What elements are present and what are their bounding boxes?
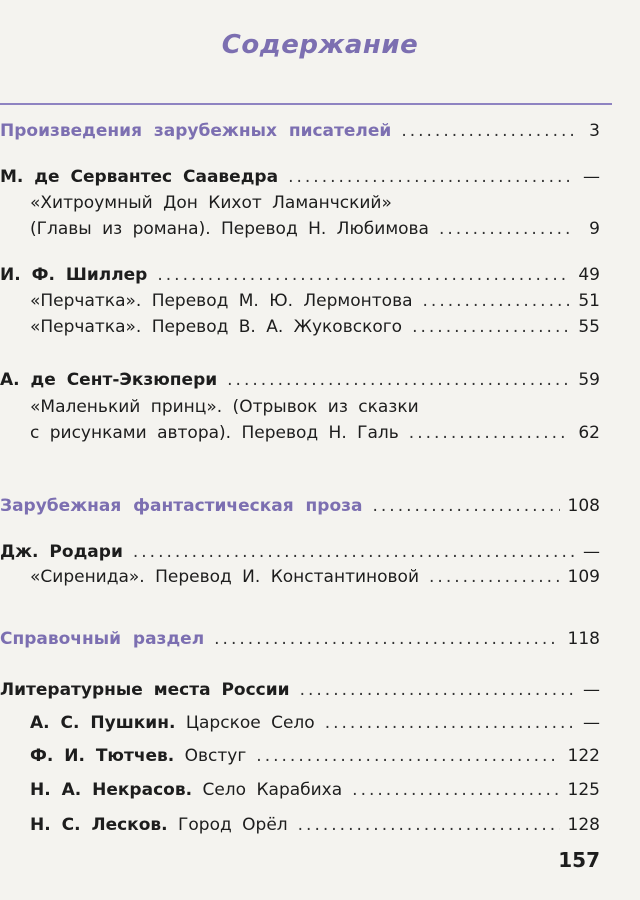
entry-text (30, 712, 315, 734)
entry-page: 51 (578, 291, 600, 311)
toc-author (0, 166, 600, 188)
dot-leader (439, 218, 574, 240)
entry-page: — (583, 713, 600, 733)
entry-text: «Хитроумный Дон Кихот Ламанчский» (30, 193, 392, 213)
place-author: Н. С. Лесков. (30, 815, 168, 835)
place-name: Село Карабиха (202, 780, 343, 800)
page-number: 157 (558, 848, 600, 872)
toc-section (0, 495, 600, 517)
entry-page: 9 (589, 219, 600, 239)
entry-page: 55 (578, 317, 600, 337)
entry-text: Зарубежная фантастическая проза (0, 496, 363, 516)
entry-page: 49 (578, 265, 600, 285)
toc-work (0, 192, 600, 214)
entry-text: И. Ф. Шиллер (0, 265, 148, 285)
entry-text: А. де Сент-Экзюпери (0, 370, 218, 390)
entry-page: 108 (567, 496, 600, 516)
entry-text: М. де Сервантес Сааведра (0, 167, 279, 187)
dot-leader (429, 566, 560, 588)
entry-text: «Перчатка». Перевод М. Ю. Лермонтова (30, 291, 413, 311)
entry-text (30, 779, 342, 801)
entry-text: «Сиренида». Перевод И. Константиновой (30, 567, 420, 587)
dot-leader (372, 495, 559, 517)
toc-work (0, 396, 600, 418)
toc-place (0, 814, 600, 836)
entry-page: — (583, 167, 600, 187)
entry-text: Справочный раздел (0, 629, 205, 649)
page-title: Содержание (221, 30, 419, 60)
dot-leader (300, 679, 574, 701)
toc-work (0, 218, 600, 240)
entry-page: — (583, 680, 600, 700)
entry-text: «Маленький принц». (Отрывок из сказки (30, 397, 419, 417)
dot-leader (227, 369, 570, 391)
entry-page: 3 (589, 121, 600, 141)
entry-page: 128 (567, 815, 600, 835)
entry-text: (Главы из романа). Перевод Н. Любимова (30, 219, 429, 239)
toc-work (0, 290, 600, 312)
place-author: Н. А. Некрасов. (30, 780, 193, 800)
dot-leader (325, 712, 574, 734)
dot-leader (352, 779, 559, 801)
dot-leader (401, 120, 574, 142)
dot-leader (423, 290, 571, 312)
place-name: Овстуг (184, 746, 247, 766)
entry-text: с рисунками автора). Перевод Н. Галь (30, 423, 399, 443)
dot-leader (409, 422, 571, 444)
toc-place (0, 779, 600, 801)
dot-leader (133, 541, 574, 563)
toc-work (0, 422, 600, 444)
toc-author (0, 369, 600, 391)
entry-page: 125 (567, 780, 600, 800)
place-author: А. С. Пушкин. (30, 713, 176, 733)
entry-text: Дж. Родари (0, 542, 123, 562)
toc-section (0, 628, 600, 650)
place-author: Ф. И. Тютчев. (30, 746, 175, 766)
entry-page: — (583, 542, 600, 562)
toc-author (0, 541, 600, 563)
toc-author (0, 679, 600, 701)
toc-section (0, 120, 600, 142)
toc-work (0, 316, 600, 338)
dot-leader (412, 316, 570, 338)
entry-page: 122 (567, 746, 600, 766)
entry-text: Произведения зарубежных писателей (0, 121, 392, 141)
entry-text (30, 814, 288, 836)
toc-place (0, 745, 600, 767)
entry-page: 59 (578, 370, 600, 390)
entry-text: «Перчатка». Перевод В. А. Жуковского (30, 317, 403, 337)
toc-place (0, 712, 600, 734)
entry-text (30, 745, 246, 767)
dot-leader (288, 166, 574, 188)
place-name: Город Орёл (178, 815, 288, 835)
toc-author (0, 264, 600, 286)
entry-page: 118 (567, 629, 600, 649)
entry-page: 109 (567, 567, 600, 587)
dot-leader (256, 745, 559, 767)
entry-text: Литературные места России (0, 680, 290, 700)
entry-page: 62 (578, 423, 600, 443)
toc-work (0, 566, 600, 588)
title-divider (0, 103, 612, 105)
dot-leader (298, 814, 560, 836)
place-name: Царское Село (185, 713, 315, 733)
dot-leader (214, 628, 559, 650)
dot-leader (157, 264, 570, 286)
